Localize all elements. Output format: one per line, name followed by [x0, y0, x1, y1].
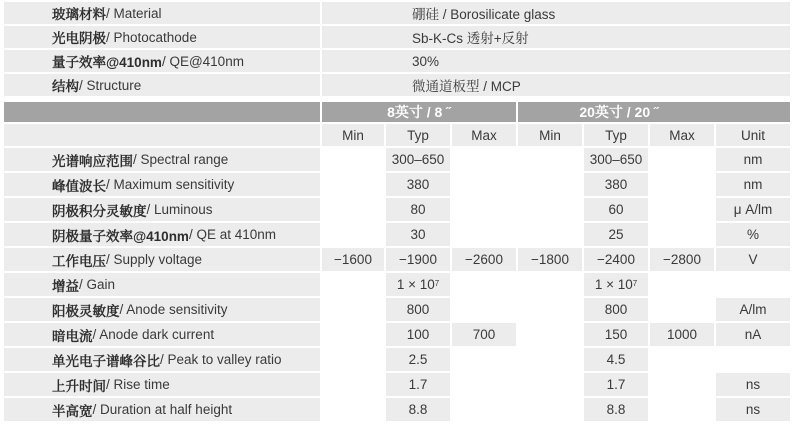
property-value: 硼硅 / Borosilicate glass: [322, 2, 790, 24]
cell-min-20: [518, 373, 582, 396]
table-row: [4, 398, 790, 421]
cell-max-8: [452, 273, 516, 296]
cell-min-20: [518, 148, 582, 171]
cell-typ-8: 80: [386, 198, 450, 221]
sub-header-min: Min: [322, 124, 384, 146]
cell-typ-20: 800: [584, 298, 648, 321]
cell-max-20: [650, 223, 714, 246]
cell-unit: A/lm: [716, 298, 790, 321]
cell-typ-20: 1 × 10 $^7$: [584, 273, 648, 296]
sub-header-unit: Unit: [716, 124, 790, 146]
cell-typ-8: 800: [386, 298, 450, 321]
cell-min-8: [322, 198, 384, 221]
cell-min-20: [518, 398, 582, 421]
cell-typ-8: 30: [386, 223, 450, 246]
sub-header-row: [4, 124, 790, 146]
cell-typ-20: 25: [584, 223, 648, 246]
table-row: [4, 198, 790, 221]
cell-min-20: −1800: [518, 248, 582, 271]
header-blank: [4, 102, 320, 122]
cell-typ-8: 8.8: [386, 398, 450, 421]
table-row: [4, 248, 790, 271]
table-row: [4, 223, 790, 246]
cell-max-8: [452, 223, 516, 246]
cell-typ-8: 380: [386, 173, 450, 196]
group-header-row: [4, 102, 790, 122]
cell-typ-8: 1.7: [386, 373, 450, 396]
cell-max-20: [650, 198, 714, 221]
property-value: 微通道板型 / MCP: [322, 74, 790, 96]
cell-max-20: [650, 398, 714, 421]
cell-typ-20: −2400: [584, 248, 648, 271]
cell-unit: nm: [716, 148, 790, 171]
row-label: 峰值波长 / Maximum sensitivity: [4, 173, 320, 196]
cell-min-20: [518, 273, 582, 296]
property-row: [4, 26, 790, 48]
sub-header-max: Max: [452, 124, 516, 146]
group-header-20inch: 20英寸 / 20 ˝: [518, 102, 790, 122]
sub-header-blank: [4, 124, 320, 146]
cell-min-20: [518, 223, 582, 246]
property-row: [4, 50, 790, 72]
cell-max-20: [650, 148, 714, 171]
cell-unit: ns: [716, 398, 790, 421]
table-row: [4, 298, 790, 321]
property-label: 光电阴极 / Photocathode: [4, 26, 320, 48]
property-label: 量子效率@410nm / QE@410nm: [4, 50, 320, 72]
table-row: [4, 173, 790, 196]
cell-typ-8: −1900: [386, 248, 450, 271]
cell-max-8: 700: [452, 323, 516, 346]
property-row: [4, 2, 790, 24]
cell-typ-8: 2.5: [386, 348, 450, 371]
cell-max-20: 1000: [650, 323, 714, 346]
property-label: 玻璃材料 / Material: [4, 2, 320, 24]
row-label: 单光电子谱峰谷比 / Peak to valley ratio: [4, 348, 320, 371]
row-label: 阴极积分灵敏度 / Luminous: [4, 198, 320, 221]
cell-min-8: [322, 398, 384, 421]
table-row: [4, 373, 790, 396]
cell-min-20: [518, 323, 582, 346]
sub-header-typ: Typ: [386, 124, 450, 146]
cell-max-20: [650, 273, 714, 296]
row-label: 光谱响应范围 / Spectral range: [4, 148, 320, 171]
cell-typ-20: 150: [584, 323, 648, 346]
cell-min-8: [322, 273, 384, 296]
cell-min-20: [518, 348, 582, 371]
cell-typ-20: 1.7: [584, 373, 648, 396]
row-label: 半高宽 / Duration at half height: [4, 398, 320, 421]
property-label: 结构 / Structure: [4, 74, 320, 96]
property-row: [4, 74, 790, 96]
cell-unit: nm: [716, 173, 790, 196]
cell-unit: V: [716, 248, 790, 271]
cell-unit: nA: [716, 323, 790, 346]
cell-min-20: [518, 298, 582, 321]
cell-max-8: [452, 198, 516, 221]
cell-max-8: [452, 173, 516, 196]
cell-typ-8: 300–650: [386, 148, 450, 171]
cell-typ-20: 380: [584, 173, 648, 196]
row-label: 阴极量子效率@410nm / QE at 410nm: [4, 223, 320, 246]
cell-min-8: [322, 148, 384, 171]
cell-unit: [716, 348, 790, 371]
cell-max-20: [650, 348, 714, 371]
cell-unit: ns: [716, 373, 790, 396]
cell-min-8: [322, 223, 384, 246]
cell-max-8: [452, 373, 516, 396]
cell-typ-20: 60: [584, 198, 648, 221]
row-label: 阳极灵敏度 / Anode sensitivity: [4, 298, 320, 321]
cell-max-20: [650, 173, 714, 196]
cell-max-20: [650, 298, 714, 321]
cell-max-8: [452, 298, 516, 321]
cell-typ-20: 8.8: [584, 398, 648, 421]
cell-min-8: [322, 373, 384, 396]
table-row: [4, 348, 790, 371]
table-row: [4, 148, 790, 171]
row-label: 工作电压 / Supply voltage: [4, 248, 320, 271]
row-label: 增益 / Gain: [4, 273, 320, 296]
property-value: Sb-K-Cs 透射+反射: [322, 26, 790, 48]
cell-typ-20: 300–650: [584, 148, 648, 171]
cell-min-8: −1600: [322, 248, 384, 271]
sub-header-typ: Typ: [584, 124, 648, 146]
cell-min-8: [322, 323, 384, 346]
group-header-8inch: 8英寸 / 8 ˝: [322, 102, 516, 122]
sub-header-max: Max: [650, 124, 714, 146]
property-value: 30%: [322, 50, 790, 72]
cell-min-20: [518, 173, 582, 196]
cell-unit: μ A/lm: [716, 198, 790, 221]
cell-min-8: [322, 348, 384, 371]
table-row: [4, 323, 790, 346]
cell-max-8: [452, 348, 516, 371]
cell-max-8: [452, 148, 516, 171]
cell-max-20: [650, 373, 714, 396]
row-label: 暗电流 / Anode dark current: [4, 323, 320, 346]
data-rows: [4, 148, 790, 421]
cell-typ-8: 1 × 10 $^7$: [386, 273, 450, 296]
cell-max-8: [452, 398, 516, 421]
sub-header-min: Min: [518, 124, 582, 146]
cell-min-8: [322, 298, 384, 321]
cell-unit: %: [716, 223, 790, 246]
cell-unit: [716, 273, 790, 296]
cell-max-8: −2600: [452, 248, 516, 271]
cell-min-8: [322, 173, 384, 196]
cell-typ-20: 4.5: [584, 348, 648, 371]
spec-table: [4, 2, 790, 423]
cell-min-20: [518, 198, 582, 221]
cell-max-20: −2800: [650, 248, 714, 271]
row-label: 上升时间 / Rise time: [4, 373, 320, 396]
cell-typ-8: 100: [386, 323, 450, 346]
table-row: [4, 273, 790, 296]
